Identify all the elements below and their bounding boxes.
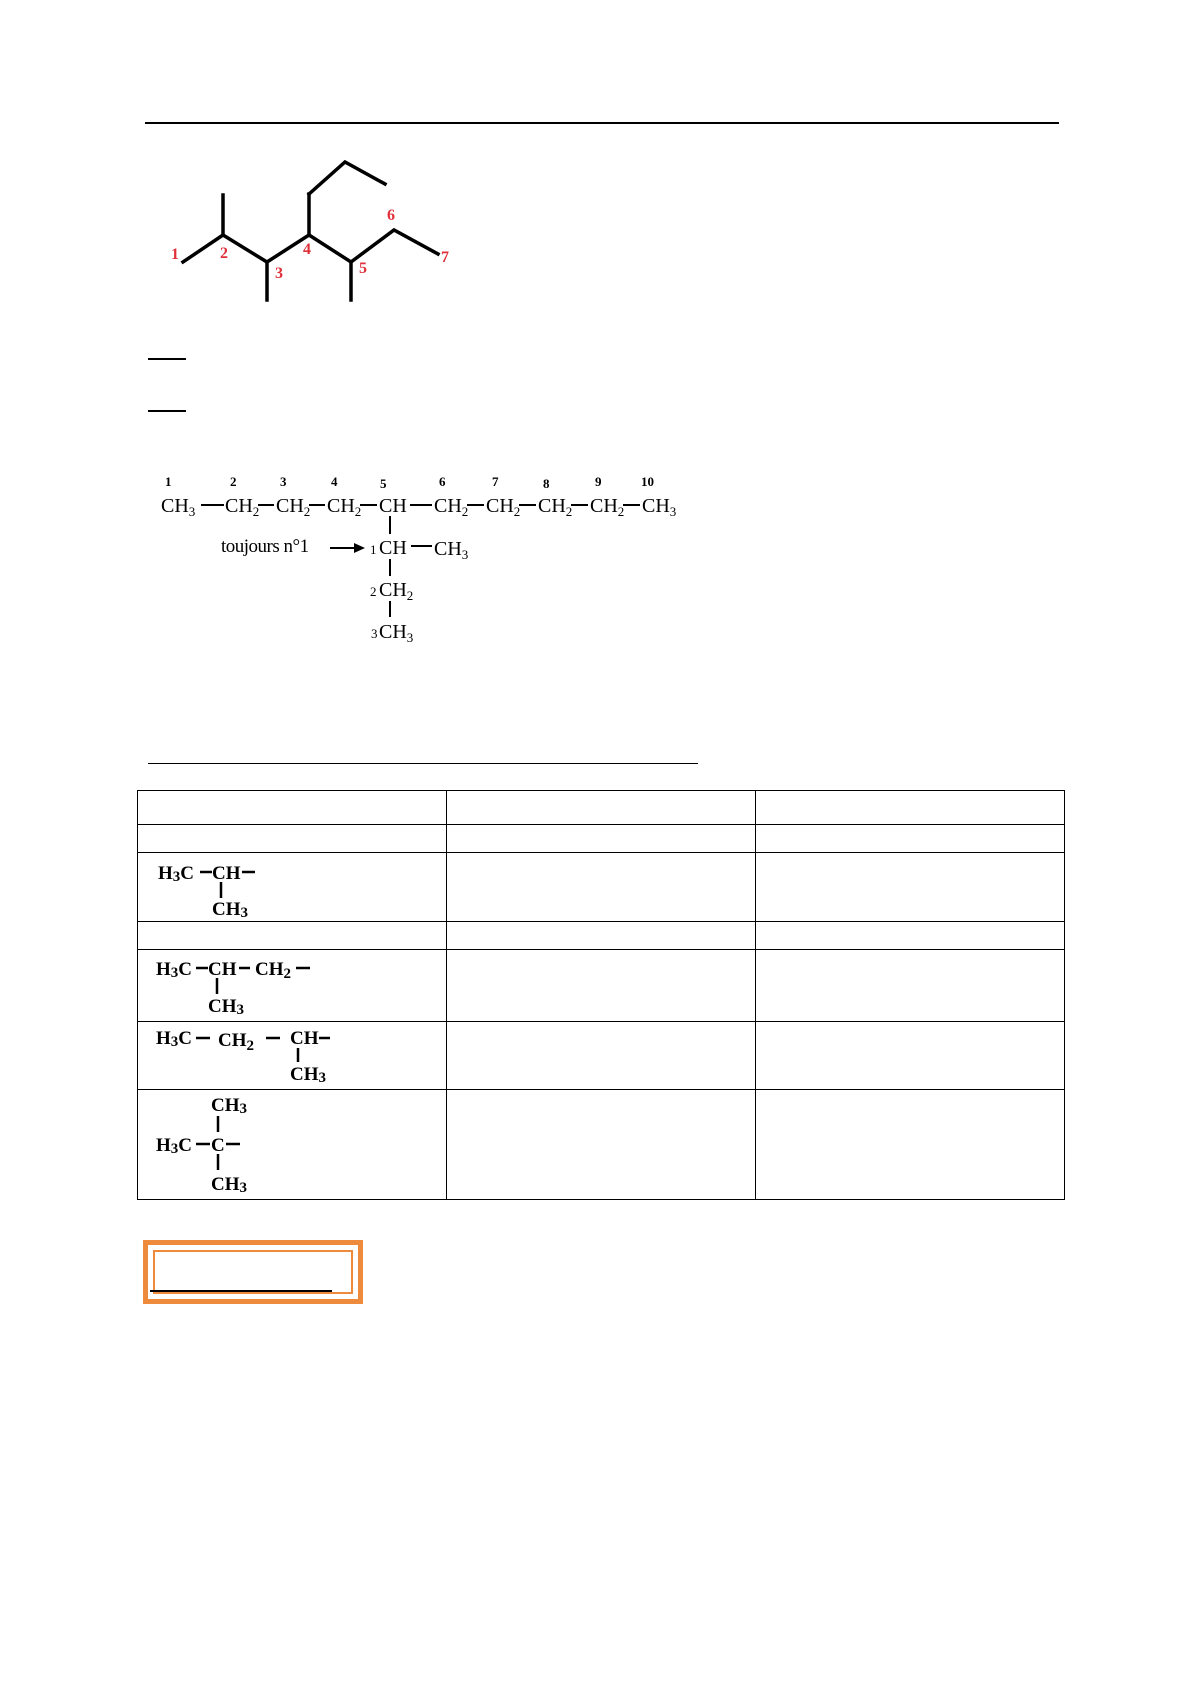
sec-butyl-formula (138, 1024, 358, 1088)
branch-group: $CH_2$ (379, 579, 414, 603)
branch-group: CH (379, 537, 407, 559)
branch-number: 1 (370, 542, 377, 557)
svg-text:CH: CH (212, 863, 241, 884)
table-row (138, 1022, 1065, 1090)
formula-cell (138, 1090, 447, 1200)
skeletal-label: 3 (275, 265, 283, 282)
svg-text:H3C: H3C (158, 863, 195, 885)
chain-number: 1 (165, 474, 172, 489)
table-cell (756, 922, 1065, 950)
top-rule (145, 122, 1059, 124)
skeletal-label: 2 (220, 245, 228, 262)
chain-group: $CH_2$ (434, 495, 469, 519)
short-underline (148, 358, 186, 360)
table-row (138, 791, 1065, 825)
skeletal-label: 7 (441, 249, 449, 266)
svg-text:CH2: $CH_2$ (218, 1029, 254, 1054)
svg-text:CH: CH (208, 958, 237, 980)
table-cell (756, 1022, 1065, 1090)
chain-number: 2 (230, 474, 237, 489)
skeletal-label: 5 (359, 260, 367, 277)
table-cell (138, 791, 447, 825)
condensed-formula (158, 468, 718, 658)
table-row (138, 825, 1065, 853)
table-cell (447, 791, 756, 825)
table-cell (447, 1090, 756, 1200)
isopropyl-formula (138, 854, 298, 920)
chain-group: $CH_3$ (642, 495, 677, 519)
skeletal-label: 6 (387, 207, 395, 224)
highlight-frame-inner (153, 1250, 353, 1294)
svg-text:CH3: CH3 (211, 1173, 247, 1196)
substituent-table (137, 790, 1065, 1200)
svg-text:CH3: CH3 (212, 899, 248, 921)
svg-text:CH3: CH3 (211, 1094, 247, 1117)
skeletal-formula (171, 150, 495, 330)
svg-text:CH3: CH3 (290, 1063, 326, 1086)
chain-number: 8 (543, 476, 550, 491)
table-cell (447, 853, 756, 922)
chain-group: CH (379, 495, 407, 517)
chain-group: $CH_2$ (276, 495, 311, 519)
chain-group: $CH_2$ (590, 495, 625, 519)
table-cell (756, 853, 1065, 922)
table-cell (756, 791, 1065, 825)
branch-group: $CH_3$ (434, 538, 469, 562)
chain-group: $CH_2$ (538, 495, 573, 519)
branch-group: $CH_3$ (379, 621, 414, 645)
chain-number: 6 (439, 474, 446, 489)
chain-number: 5 (380, 476, 387, 491)
table-row (138, 950, 1065, 1022)
short-underline (148, 410, 186, 412)
formula-cell (138, 950, 447, 1022)
svg-text:CH2: CH2 (255, 958, 291, 982)
chain-number: 9 (595, 474, 602, 489)
table-row (138, 853, 1065, 922)
svg-text:H3C: H3C (156, 1134, 193, 1157)
branch-number: 3 (371, 626, 378, 641)
table-row (138, 1090, 1065, 1200)
section-rule (148, 763, 698, 764)
tert-butyl-formula (138, 1092, 298, 1198)
table-cell (138, 922, 447, 950)
table-cell (447, 825, 756, 853)
chain-number: 4 (331, 474, 338, 489)
chain-number: 3 (280, 474, 287, 489)
svg-text:H3C: H3C (156, 958, 193, 981)
chain-group: $CH_2$ (327, 495, 362, 519)
skeletal-label: 1 (171, 246, 179, 263)
formula-cell (138, 1022, 447, 1090)
chain-number: 10 (641, 474, 654, 489)
chain-group: $CH_2$ (225, 495, 260, 519)
formula-cell (138, 853, 447, 922)
highlight-frame (143, 1240, 363, 1304)
svg-text:H3C: H3C (156, 1027, 193, 1050)
frame-underline (150, 1290, 332, 1292)
table-cell (447, 1022, 756, 1090)
chain-number: 7 (492, 474, 499, 489)
isobutyl-formula (138, 952, 338, 1020)
table-cell (138, 825, 447, 853)
svg-text:CH3: CH3 (208, 995, 244, 1018)
table-cell (447, 950, 756, 1022)
table-cell (756, 950, 1065, 1022)
skeletal-label: 4 (303, 241, 311, 258)
branch-number: 2 (370, 584, 377, 599)
chain-group: $CH_2$ (486, 495, 521, 519)
chain-group: $CH_3$ (161, 495, 196, 519)
table-cell (756, 1090, 1065, 1200)
numbering-note: toujours n°1 (221, 536, 309, 557)
svg-text:CH: CH (290, 1027, 319, 1049)
svg-text:C: C (211, 1134, 225, 1156)
table-cell (756, 825, 1065, 853)
table-row (138, 922, 1065, 950)
table-cell (447, 922, 756, 950)
